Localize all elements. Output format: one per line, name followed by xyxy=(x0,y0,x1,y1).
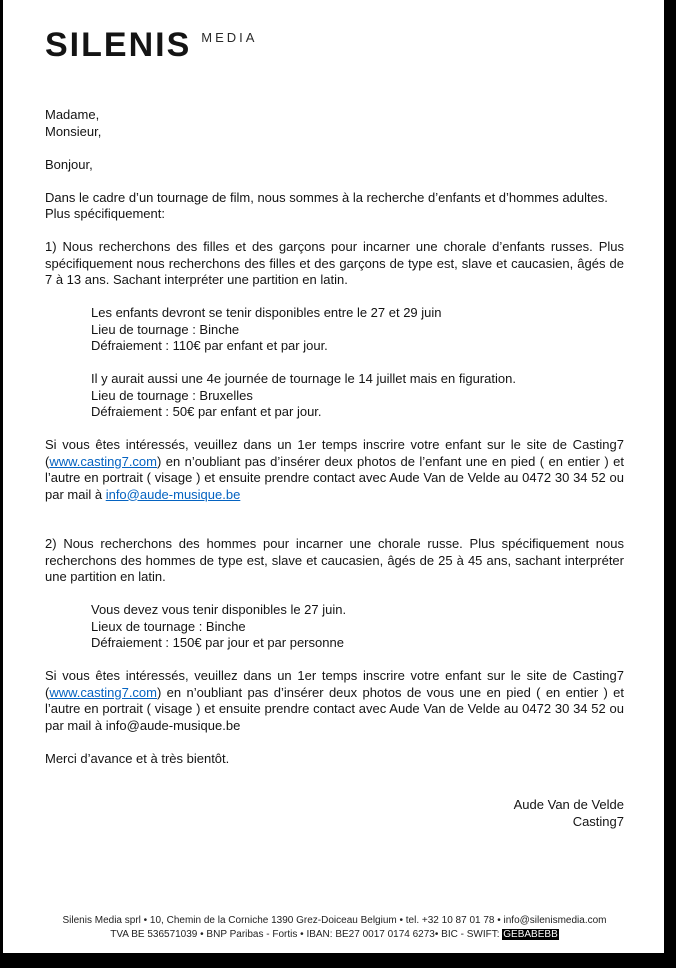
section2-details-block xyxy=(91,602,624,652)
detail-line: Les enfants devront se tenir disponibles entre le 27 et 29 juin xyxy=(91,305,442,320)
greeting: Bonjour, xyxy=(45,156,93,172)
detail-line: Il y aurait aussi une 4e journée de tournage le 14 juillet mais en figuration. xyxy=(91,371,516,386)
section2-paragraph: 2) Nous recherchons des hommes pour incarner une chorale russe. Plus spécifiquement nous recherchons des hommes de type est, slave et caucasien, âgés de 25 à 45 ans, sachant interpréter une partition en latin. xyxy=(45,536,624,584)
detail-line: Lieu de tournage : Bruxelles xyxy=(91,387,253,403)
letter-footer xyxy=(45,914,624,943)
company-logo xyxy=(45,26,624,65)
selected-text-highlight: GEBABEBB xyxy=(503,928,558,940)
contact-text: ) en n’oubliant pas d’insérer deux photos de l’enfant une en pied ( en entier ) et l’autre en portrait ( visage ) et ensuite prendre contact avec Aude Van de Velde au 0472 30 34 52 ou par mail à xyxy=(45,453,624,502)
signature-company: Casting7 xyxy=(572,813,624,829)
section1-paragraph: 1) Nous recherchons des filles et des garçons pour incarner une chorale d’enfants russes. Plus spécifiquement nous recherchons des filles et des garçons de type est, slave et caucasien, âgés de 7 à 13 ans. Sachant interpréter une partition en latin. xyxy=(45,239,624,287)
section1-details-block2 xyxy=(91,371,624,421)
casting7-link[interactable]: www.casting7.com xyxy=(49,453,157,469)
intro-line-2: Plus spécifiquement: xyxy=(45,206,165,221)
detail-line: Vous devez vous tenir disponibles le 27 juin. xyxy=(91,602,347,617)
signature-block xyxy=(45,797,624,830)
letter-body xyxy=(45,107,624,830)
detail-line: Lieu de tournage : Binche xyxy=(91,321,240,337)
detail-line: Défraiement : 110€ par enfant et par jour. xyxy=(91,338,328,353)
section2-contact-paragraph xyxy=(45,668,624,734)
section1-details-block1 xyxy=(91,305,624,355)
aude-musique-email-link[interactable]: info@aude-musique.be xyxy=(105,486,241,502)
footer-line-1: Silenis Media sprl • 10, Chemin de la Corniche 1390 Grez-Doiceau Belgium • tel. +32 10 87 01 78 • info@silenismedia.com xyxy=(62,915,607,926)
salutation-madame: Madame, xyxy=(45,107,100,122)
salutation-monsieur: Monsieur, xyxy=(45,123,102,139)
casting7-link[interactable]: www.casting7.com xyxy=(49,684,157,700)
detail-line: Défraiement : 150€ par jour et par personne xyxy=(91,635,344,650)
detail-line: Lieux de tournage : Binche xyxy=(91,618,246,634)
footer-line-2 xyxy=(45,928,624,942)
signature-name: Aude Van de Velde xyxy=(513,797,624,812)
footer-line-2-text: TVA BE 536571039 • BNP Paribas - Fortis • IBAN: BE27 0017 0174 6273• BIC - SWIFT: xyxy=(110,928,503,940)
contact-text: Si vous êtes intéressés, veuillez dans un 1er temps inscrire votre enfant sur le site de Casting7 ( xyxy=(45,668,624,700)
logo-main-text: SILENIS xyxy=(45,26,192,64)
contact-text: ) en n’oubliant pas d’insérer deux photos de vous une en pied ( en entier ) et l’autre en portrait ( visage ) et ensuite prendre contact avec Aude Van de Velde au 0472 30 34 52 ou par mail à info@aude-musique.be xyxy=(45,684,624,733)
intro-line-1: Dans le cadre d’un tournage de film, nous sommes à la recherche d’enfants et d’hommes adultes. xyxy=(45,189,608,205)
detail-line: Défraiement : 50€ par enfant et par jour. xyxy=(91,404,322,419)
letter-page xyxy=(3,0,664,953)
logo-sub-text: MEDIA xyxy=(201,30,258,45)
contact-text: Si vous êtes intéressés, veuillez dans un 1er temps inscrire votre enfant sur le site de Casting7 ( xyxy=(45,437,624,469)
section1-contact-paragraph xyxy=(45,437,624,503)
closing-line: Merci d’avance et à très bientôt. xyxy=(45,750,230,766)
